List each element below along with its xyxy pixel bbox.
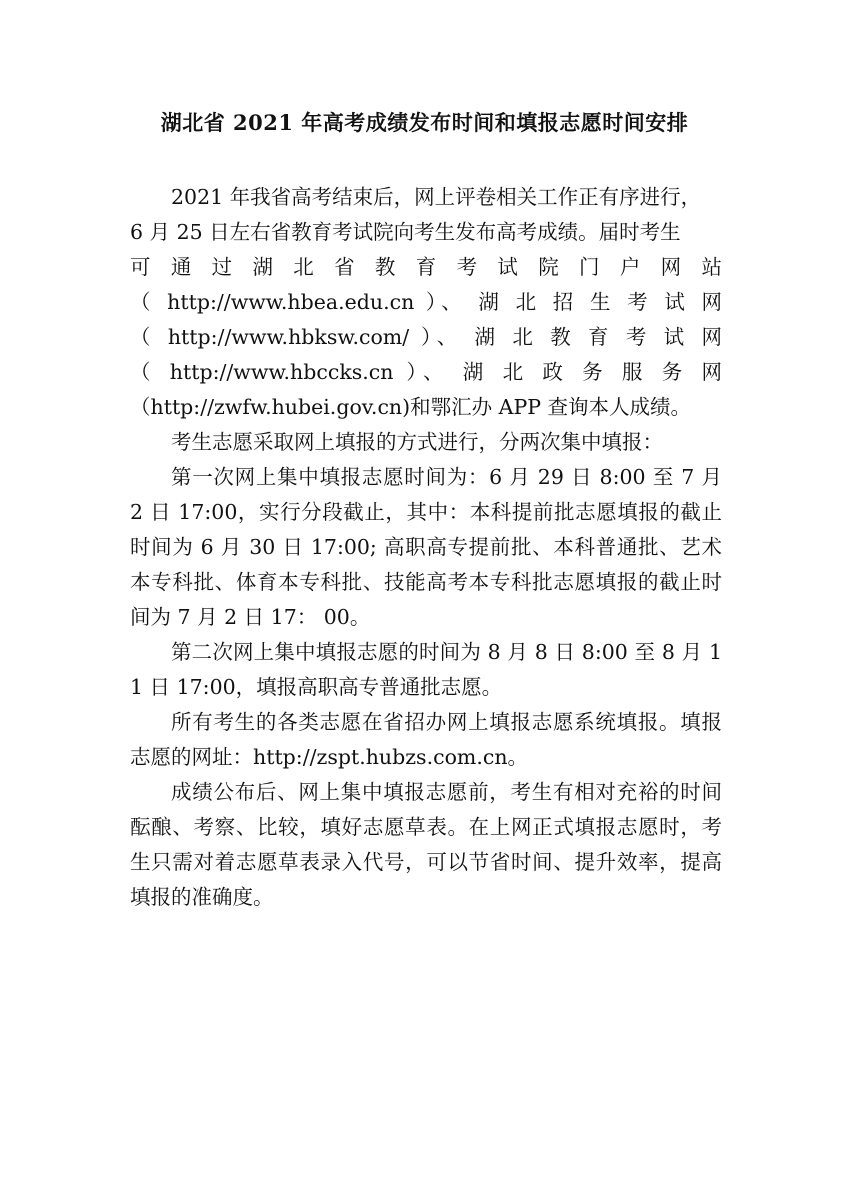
paragraph-score-release-line-6: （ http://www.hbccks.cn ）、 湖 北 政 务 服 务 网 xyxy=(130,360,722,384)
document-body xyxy=(130,180,722,915)
paragraph-score-release-line-5: （ http://www.hbksw.com/ ）、 湖 北 教 育 考 试 网 xyxy=(130,325,722,349)
paragraph-score-release-line-3: 可 通 过 湖 北 省 教 育 考 试 院 门 户 网 站 xyxy=(130,255,722,279)
paragraph-first-round: 第一次网上集中填报志愿时间为：6 月 29 日 8:00 至 7 月 2 日 17:00，实行分段截止，其中：本科提前批志愿填报的截止时间为 6 月 30 日 17:00; 高职高专提前批、本科普通批、艺术本专科批、体育本专科批、技能高考本专科批志愿填报的截止时间为 7 月 2 日 17： 00。 xyxy=(130,465,722,629)
paragraph-preparation-advice: 成绩公布后、网上集中填报志愿前，考生有相对充裕的时间酝酿、考察、比较，填好志愿草表。在上网正式填报志愿时，考生只需对着志愿草表录入代号，可以节省时间、提升效率，提高填报的准确度。 xyxy=(130,780,722,909)
document-title: 湖北省 2021 年高考成绩发布时间和填报志愿时间安排 xyxy=(160,110,689,135)
paragraph-score-release-line-7: （http://zwfw.hubei.gov.cn)和鄂汇办 APP 查询本人成绩。 xyxy=(130,395,692,419)
paragraph-score-release xyxy=(130,180,722,425)
paragraph-score-release-line-1: 2021 年我省高考结束后，网上评卷相关工作正有序进行， xyxy=(171,185,702,209)
paragraph-score-release-line-4: （ http://www.hbea.edu.cn ）、 湖 北 招 生 考 试 网 xyxy=(130,290,722,314)
paragraph-second-round: 第二次网上集中填报志愿的时间为 8 月 8 日 8:00 至 8 月 11 日 17:00，填报高职高专普通批志愿。 xyxy=(130,640,722,699)
paragraph-filling-method: 考生志愿采取网上填报的方式进行，分两次集中填报： xyxy=(171,430,663,454)
paragraph-filling-system: 所有考生的各类志愿在省招办网上填报志愿系统填报。填报志愿的网址：http://zspt.hubzs.com.cn。 xyxy=(130,710,722,769)
paragraph-score-release-line-2: 6 月 25 日左右省教育考试院向考生发布高考成绩。届时考生 xyxy=(130,220,681,244)
